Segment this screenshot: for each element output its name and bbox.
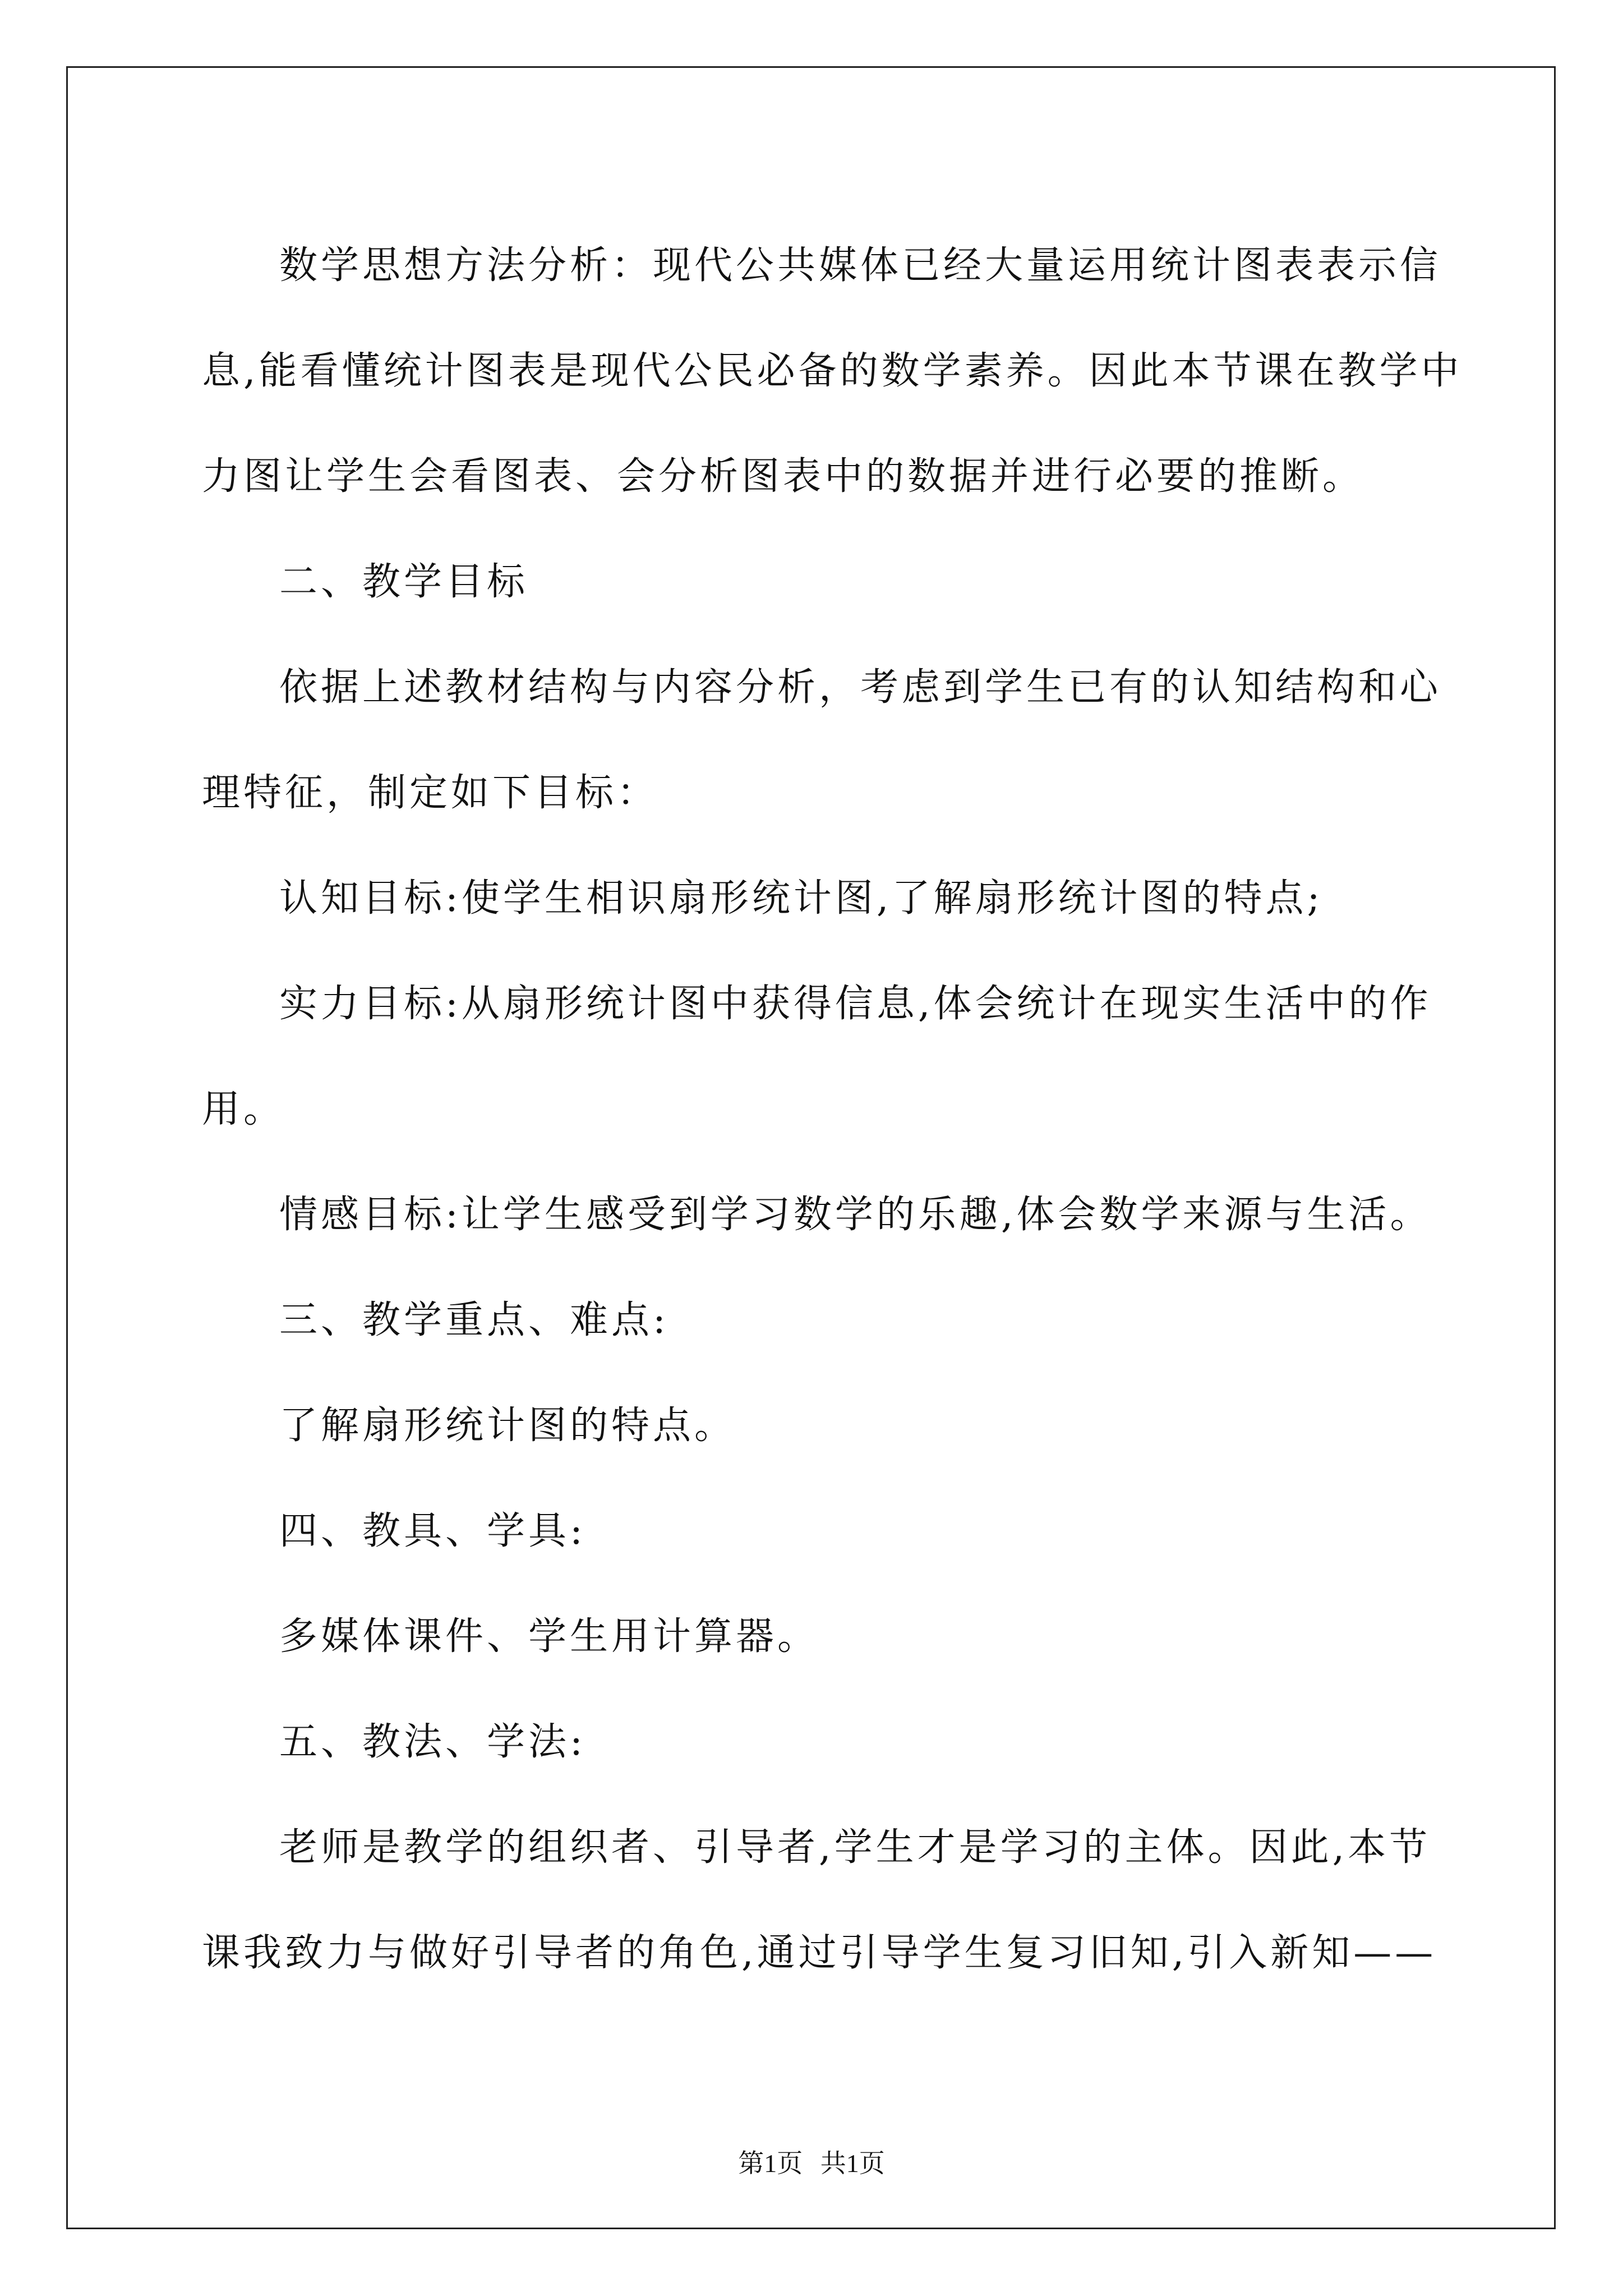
paragraph-line: 数学思想方法分析：现代公共媒体已经大量运用统计图表表示信 xyxy=(279,243,1442,288)
section-heading: 四、教具、学具: xyxy=(279,1509,586,1553)
paragraph-line: 情感目标:让学生感受到学习数学的乐趣,体会数学来源与生活。 xyxy=(279,1193,1432,1237)
paragraph-line: 认知目标:使学生相识扇形统计图,了解扇形统计图的特点; xyxy=(279,876,1324,921)
paragraph-line: 息,能看懂统计图表是现代公民必备的数学素养。因此本节课在教学中 xyxy=(202,349,1463,393)
paragraph-line: 多媒体课件、学生用计算器。 xyxy=(279,1614,819,1659)
paragraph-line: 力图让学生会看图表、会分析图表中的数据并进行必要的推断。 xyxy=(202,454,1364,499)
paragraph-line: 实力目标:从扇形统计图中获得信息,体会统计在现实生活中的作 xyxy=(279,982,1432,1026)
paragraph-line: 理特征，制定如下目标： xyxy=(202,771,659,815)
paragraph-line: 课我致力与做好引导者的角色,通过引导学生复习旧知,引入新知—— xyxy=(202,1931,1437,1975)
section-heading: 二、教学目标 xyxy=(279,560,529,604)
page-number-total: 共1页 xyxy=(820,2149,885,2178)
section-heading: 三、教学重点、难点: xyxy=(279,1298,669,1342)
paragraph-line: 了解扇形统计图的特点。 xyxy=(279,1404,736,1448)
section-heading: 五、教法、学法: xyxy=(279,1720,586,1764)
paragraph-line: 老师是教学的组织者、引导者,学生才是学习的主体。因此,本节 xyxy=(279,1825,1431,1870)
page-footer xyxy=(0,2143,1623,2180)
paragraph-line: 依据上述教材结构与内容分析，考虑到学生已有的认知结构和心 xyxy=(279,665,1442,710)
paragraph-line: 用。 xyxy=(202,1087,285,1131)
page-number-current: 第1页 xyxy=(738,2149,803,2178)
document-body xyxy=(202,213,1463,2006)
